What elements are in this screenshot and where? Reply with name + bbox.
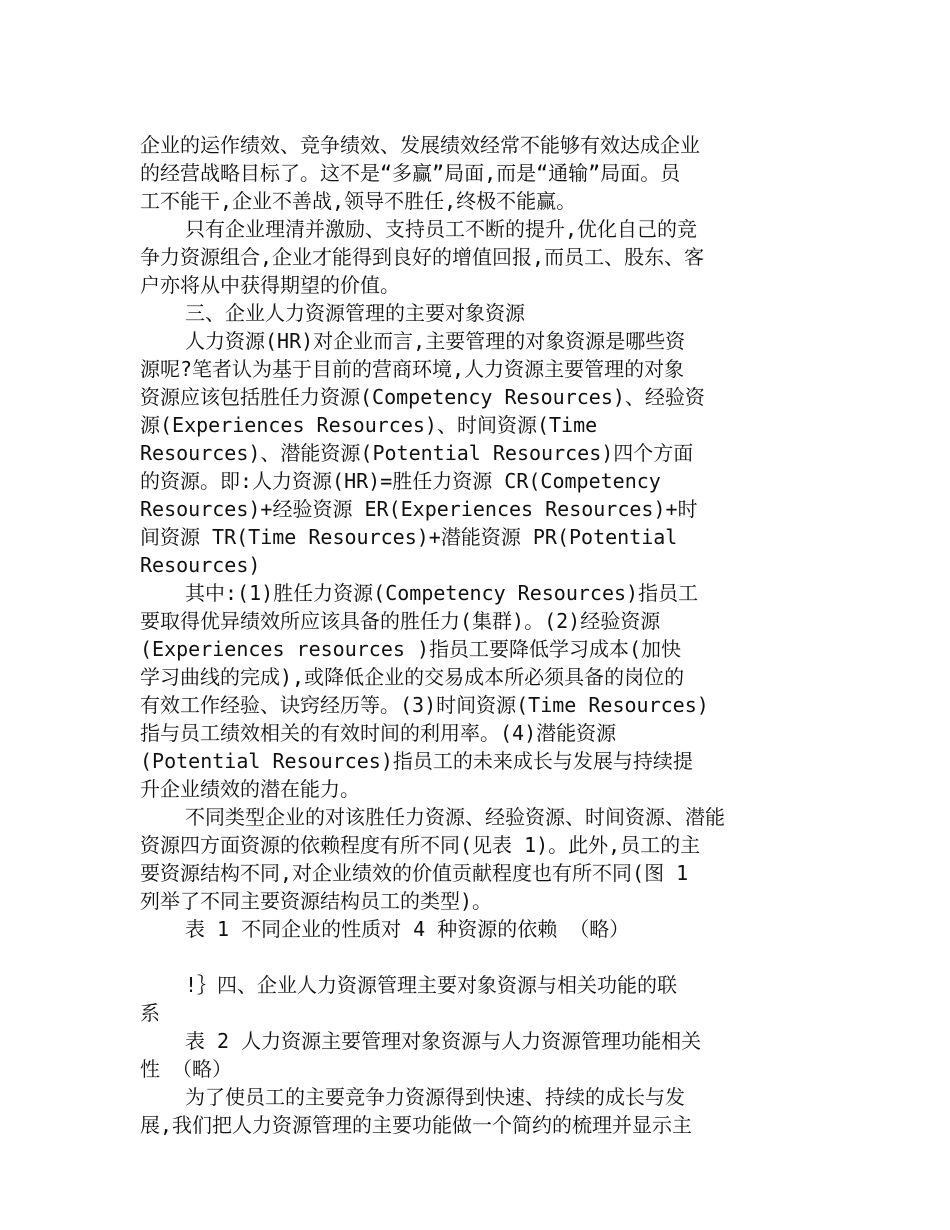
table-caption-continued: 性 （略） [140,1057,233,1081]
blank-line [140,943,745,971]
document-page [140,131,745,1139]
text-line: 有效工作经验、诀窍经历等。(3)时间资源(Time Resources) [140,693,709,717]
text-line: (Potential Resources)指员工的未来成长与发展与持续提 [140,749,693,773]
section-heading: 三、企业人力资源管理的主要对象资源 [185,301,525,325]
text-line: 源(Experiences Resources)、时间资源(Time [140,413,598,437]
text-line: 指与员工绩效相关的有效时间的利用率。(4)潜能资源 [140,721,617,745]
text-line: Resources)+经验资源 ER(Experiences Resources)+时 [140,497,698,521]
text-line: 争力资源组合,企业才能得到良好的增值回报,而员工、股东、客 [140,245,705,269]
text-line: (Experiences resources )指员工要降低学习成本(加快 [140,637,682,661]
table-caption: 表 2 人力资源主要管理对象资源与人力资源管理功能相关 [185,1029,702,1053]
text-line: 工不能干,企业不善战,领导不胜任,终极不能赢。 [140,189,577,213]
text-line: 资源应该包括胜任力资源(Competency Resources)、经验资 [140,385,705,409]
section-heading-continued: 系 [140,1001,160,1025]
paragraph-start-line: 人力资源(HR)对企业而言,主要管理的对象资源是哪些资 [185,329,686,353]
table-caption: 表 1 不同企业的性质对 4 种资源的依赖 （略） [185,917,630,941]
text-line: 要资源结构不同,对企业绩效的价值贡献程度也有所不同(图 1 [140,861,689,885]
paragraph-start-line: 为了使员工的主要竞争力资源得到快速、持续的成长与发 [185,1085,685,1109]
text-line: 的经营战略目标了。这不是“多赢”局面,而是“通输”局面。员 [140,161,681,185]
text-line: 企业的运作绩效、竞争绩效、发展绩效经常不能够有效达成企业 [140,133,700,157]
paragraph-start-line: 只有企业理清并激励、支持员工不断的提升,优化自己的竞 [185,217,698,241]
text-line: 间资源 TR(Time Resources)+潜能资源 PR(Potential [140,525,678,549]
text-line: Resources)、潜能资源(Potential Resources)四个方面 [140,441,694,465]
text-line: 要取得优异绩效所应该具备的胜任力(集群)。(2)经验资源 [140,609,661,633]
text-line: 资源四方面资源的依赖程度有所不同(见表 1)。此外,员工的主 [140,833,701,857]
section-heading: !｝四、企业人力资源管理主要对象资源与相关功能的联 [185,973,678,997]
text-line: 列举了不同主要资源结构员工的类型)。 [140,889,493,913]
text-line: 的资源。即:人力资源(HR)=胜任力资源 CR(Competency [140,469,661,493]
text-line: 户亦将从中获得期望的价值。 [140,273,400,297]
paragraph-start-line: 其中:(1)胜任力资源(Competency Resources)指员工 [185,581,699,605]
text-line: 展,我们把人力资源管理的主要功能做一个简约的梳理并显示主 [140,1113,693,1137]
text-line: 源呢?笔者认为基于目前的营商环境,人力资源主要管理的对象 [140,357,685,381]
text-line: 升企业绩效的潜在能力。 [140,777,360,801]
text-line: Resources) [140,553,261,577]
text-line: 学习曲线的完成),或降低企业的交易成本所必须具备的岗位的 [140,665,685,689]
paragraph-start-line: 不同类型企业的对该胜任力资源、经验资源、时间资源、潜能 [185,805,725,829]
